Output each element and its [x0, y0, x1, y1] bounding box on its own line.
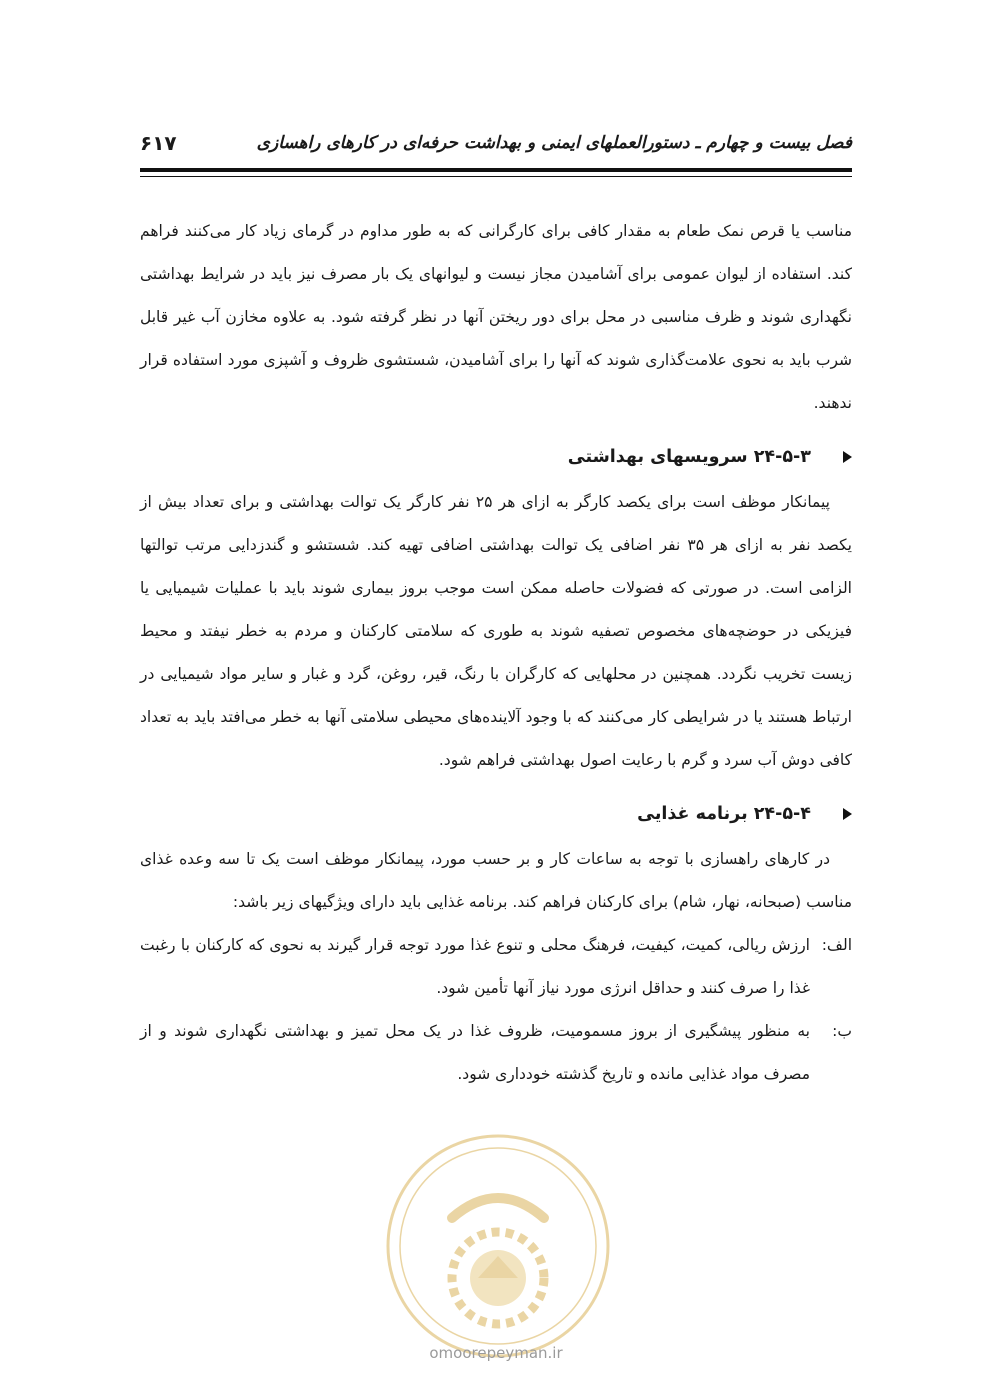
bullet-icon: [843, 808, 852, 820]
intro-paragraph: مناسب یا قرص نمک طعام به مقدار کافی برای کارگرانی که به طور مداوم در گرمای زیاد کار می‌کنند فراهم کند. استفاده از لیوان عمومی برای آشامیدن مجاز نیست و لیوانهای یک بار مصرف نیز باید در شرایط بهداشتی نگهداری شوند و ظرف مناسبی در محل برای دور ریختن آنها در نظر گرفته شود. به علاوه مخازن آب غیر قابل شرب باید به نحوی علامت‌گذاری شوند که آنها را برای آشامیدن، شستشوی ظروف و آشپزی مورد استفاده قرار ندهند.: [140, 222, 852, 412]
page-header: [140, 128, 852, 158]
list-item-label: الف:: [821, 936, 852, 954]
section-heading-sanitary: [140, 435, 852, 479]
watermark-seal: [382, 1128, 614, 1364]
page-number: ۶۱۷: [140, 131, 177, 155]
list-item-label: ب:: [832, 1022, 852, 1040]
section-paragraph-food: در کارهای راهسازی با توجه به ساعات کار و بر حسب مورد، پیمانکار موظف است یک تا سه وعده غذای مناسب (صبحانه، نهار، شام) برای کارکنان فراهم کند. برنامه غذایی باید دارای ویژگیهای زیر باشد:: [140, 850, 852, 911]
list-item: [140, 924, 852, 1010]
list-item-text: ارزش ریالی، کمیت، کیفیت، فرهنگ محلی و تنوع غذا مورد توجه قرار گیرند به نحوی که کارکنان با رغبت غذا را صرف کنند و حداقل انرژی مورد نیاز آنها تأمین شود.: [140, 936, 810, 997]
list-item: [140, 1010, 852, 1096]
section-heading-text: ۲۴-۵-۴ برنامه غذایی: [637, 804, 811, 824]
bullet-icon: [843, 451, 852, 463]
list-item-text: به منظور پیشگیری از بروز مسمومیت، ظروف غذا در یک محل تمیز و بهداشتی نگهداری شوند و از مصرف مواد غذایی مانده و تاریخ گذشته خودداری شود.: [140, 1022, 810, 1083]
running-title: فصل بیست و چهارم ـ دستورالعملهای ایمنی و بهداشت حرفه‌ای در کارهای راهسازی: [256, 133, 852, 153]
watermark-url: omoorepeyman.ir: [429, 1344, 563, 1362]
section-heading-text: ۲۴-۵-۳ سرویسهای بهداشتی: [567, 447, 811, 467]
header-rule-thin: [140, 176, 852, 177]
section-paragraph-sanitary: پیمانکار موظف است برای یکصد کارگر به ازای هر ۲۵ نفر کارگر یک توالت بهداشتی و برای تعداد بیش از یکصد نفر به ازای هر ۳۵ نفر اضافی یک توالت بهداشتی اضافی تهیه کند. شستشو و گندزدایی مرتب توالتها الزامی است. در صورتی که فضولات حاصله ممکن است موجب بروز بیماری شوند باید با عملیات شیمیایی یا فیزیکی در حوضچه‌های مخصوص تصفیه شوند به طوری که سلامتی کارکنان و مردم به خطر نیفتد و محیط زیست تخریب نگردد. همچنین در محلهایی که کارگران با رنگ، قیر، روغن، گرد و غبار و سایر مواد شیمیایی در ارتباط هستند یا در شرایطی کار می‌کنند که با وجود آلاینده‌های محیطی سلامتی آنها به خطر می‌افتد باید به تعداد کافی دوش آب سرد و گرم با رعایت اصول بهداشتی فراهم شود.: [140, 493, 852, 769]
header-rule-thick: [140, 168, 852, 172]
section-heading-food: [140, 792, 852, 836]
page-body: [140, 210, 852, 1096]
